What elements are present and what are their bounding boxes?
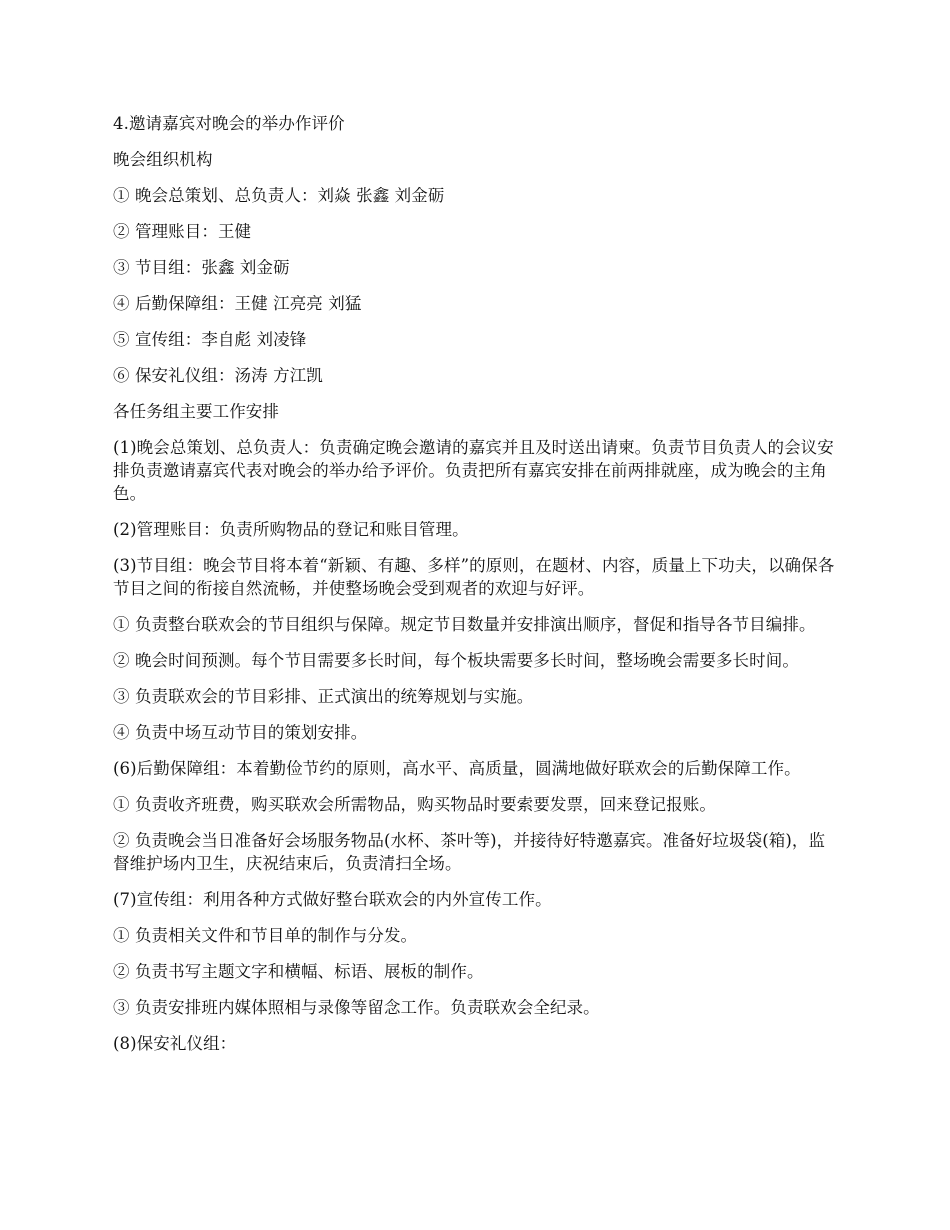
list-item-accounts: ② 管理账目：王健 xyxy=(113,222,252,241)
paragraph-accounts-duties: (2)管理账目：负责所购物品的登记和账目管理。 xyxy=(113,520,469,539)
paragraph-security-group: (8)保安礼仪组： xyxy=(113,1034,237,1053)
list-item-security-group: ⑥ 保安礼仪组：汤涛 方江凯 xyxy=(113,366,323,385)
paragraph-chief-planner-duties: (1)晚会总策划、总负责人：负责确定晚会邀请的嘉宾并且及时送出请柬。负责节目负责人的会议安排负责邀请嘉宾代表对晚会的举办给予评价。负责把所有嘉宾安排在前两排就座，成为晚会的主角色。 xyxy=(113,438,834,503)
list-item-program-duty-4: ④ 负责中场互动节目的策划安排。 xyxy=(113,723,368,742)
list-item-logistics-duty-1: ① 负责收齐班费，购买联欢会所需物品，购买物品时要索要发票，回来登记报账。 xyxy=(113,795,716,814)
list-item-publicity-duty-2: ② 负责书写主题文字和横幅、标语、展板的制作。 xyxy=(113,962,484,981)
paragraph-program-group-duties: (3)节目组：晚会节目将本着“新颖、有趣、多样”的原则，在题材、内容，质量上下功夫，以确保各节目之间的衔接自然流畅，并使整场晚会受到观者的欢迎与好评。 xyxy=(113,556,835,598)
list-item-program-duty-1: ① 负责整台联欢会的节目组织与保障。规定节目数量并安排演出顺序，督促和指导各节目编排。 xyxy=(113,615,816,634)
paragraph-logistics-duties: (6)后勤保障组：本着勤俭节约的原则，高水平、高质量，圆满地做好联欢会的后勤保障工作。 xyxy=(113,759,801,778)
document-page xyxy=(113,112,841,1068)
list-item-publicity-group: ⑤ 宣传组：李自彪 刘凌锋 xyxy=(113,330,307,349)
paragraph-item-evaluation: 4.邀请嘉宾对晚会的举办作评价 xyxy=(113,114,345,133)
list-item-program-duty-2: ② 晚会时间预测。每个节目需要多长时间，每个板块需要多长时间，整场晚会需要多长时间。 xyxy=(113,651,799,670)
list-item-program-group: ③ 节目组：张鑫 刘金砺 xyxy=(113,258,290,277)
list-item-publicity-duty-1: ① 负责相关文件和节目单的制作与分发。 xyxy=(113,926,418,945)
paragraph-publicity-duties: (7)宣传组：利用各种方式做好整台联欢会的内外宣传工作。 xyxy=(113,890,552,909)
list-item-logistics-group: ④ 后勤保障组：王健 江亮亮 刘猛 xyxy=(113,294,362,313)
list-item-chief-planner: ① 晚会总策划、总负责人：刘焱 张鑫 刘金砺 xyxy=(113,186,445,205)
list-item-program-duty-3: ③ 负责联欢会的节目彩排、正式演出的统筹规划与实施。 xyxy=(113,687,534,706)
list-item-publicity-duty-3: ③ 负责安排班内媒体照相与录像等留念工作。负责联欢会全纪录。 xyxy=(113,998,600,1017)
section-heading-tasks: 各任务组主要工作安排 xyxy=(113,402,279,421)
section-heading-organization: 晚会组织机构 xyxy=(113,150,213,169)
list-item-logistics-duty-2: ② 负责晚会当日准备好会场服务物品(水杯、茶叶等)，并接待好特邀嘉宾。准备好垃圾袋(箱)，监督维护场内卫生，庆祝结束后，负责清扫全场。 xyxy=(113,831,826,873)
